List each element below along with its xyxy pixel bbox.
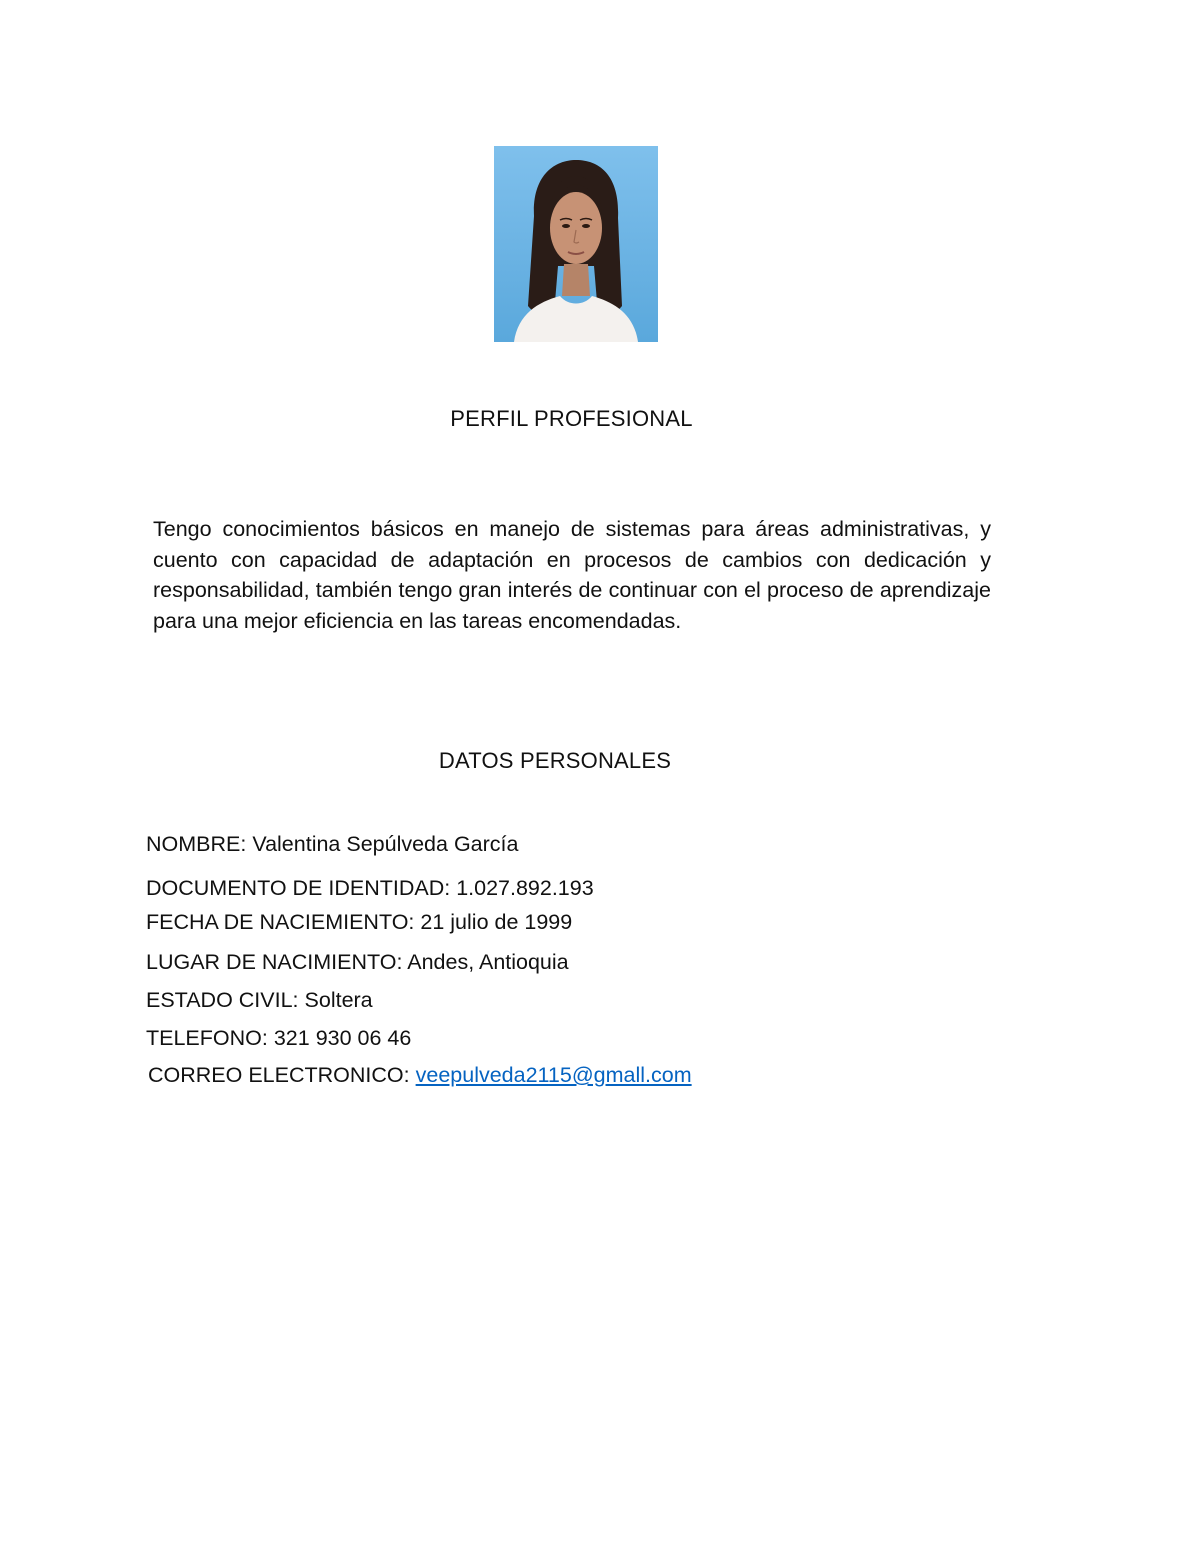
- personal-data-heading: DATOS PERSONALES: [438, 748, 672, 773]
- birthplace-value: Andes, Antioquia: [407, 950, 569, 974]
- professional-profile-text: Tengo conocimientos básicos en manejo de sistemas para áreas administrativas, y cuento con capacidad de adaptación en procesos de cambios con dedicación y responsabilidad, también tengo gran interés de continuar con el proceso de aprendizaje para una mejor eficiencia en las tareas encomendadas.: [153, 517, 991, 633]
- profile-photo: [494, 146, 658, 342]
- phone-field: [146, 1026, 411, 1051]
- birthplace-field: [146, 950, 569, 975]
- name-value: Valentina Sepúlveda García: [252, 832, 519, 856]
- name-label: NOMBRE:: [146, 832, 247, 856]
- birthplace-label: LUGAR DE NACIMIENTO:: [146, 950, 403, 974]
- email-field: [148, 1063, 692, 1088]
- civil-status-label: ESTADO CIVIL:: [146, 988, 299, 1012]
- birthdate-label: FECHA DE NACIEMIENTO:: [146, 910, 415, 934]
- portrait-photo-icon: [494, 146, 658, 342]
- id-document-field: [146, 876, 594, 901]
- email-label: CORREO ELECTRONICO:: [148, 1063, 410, 1087]
- id-document-value: 1.027.892.193: [456, 876, 594, 900]
- phone-value: 321 930 06 46: [273, 1026, 412, 1050]
- birthdate-value: 21 julio de 1999: [420, 910, 573, 934]
- name-field: [146, 832, 518, 857]
- civil-status-value: Soltera: [304, 988, 373, 1012]
- civil-status-field: [146, 988, 373, 1013]
- id-document-label: DOCUMENTO DE IDENTIDAD:: [146, 876, 451, 900]
- professional-profile-heading: PERFIL PROFESIONAL: [450, 406, 693, 431]
- birthdate-field: [146, 910, 572, 935]
- phone-label: TELEFONO:: [146, 1026, 268, 1050]
- email-link[interactable]: veepulveda2115@gmall.com: [415, 1063, 692, 1087]
